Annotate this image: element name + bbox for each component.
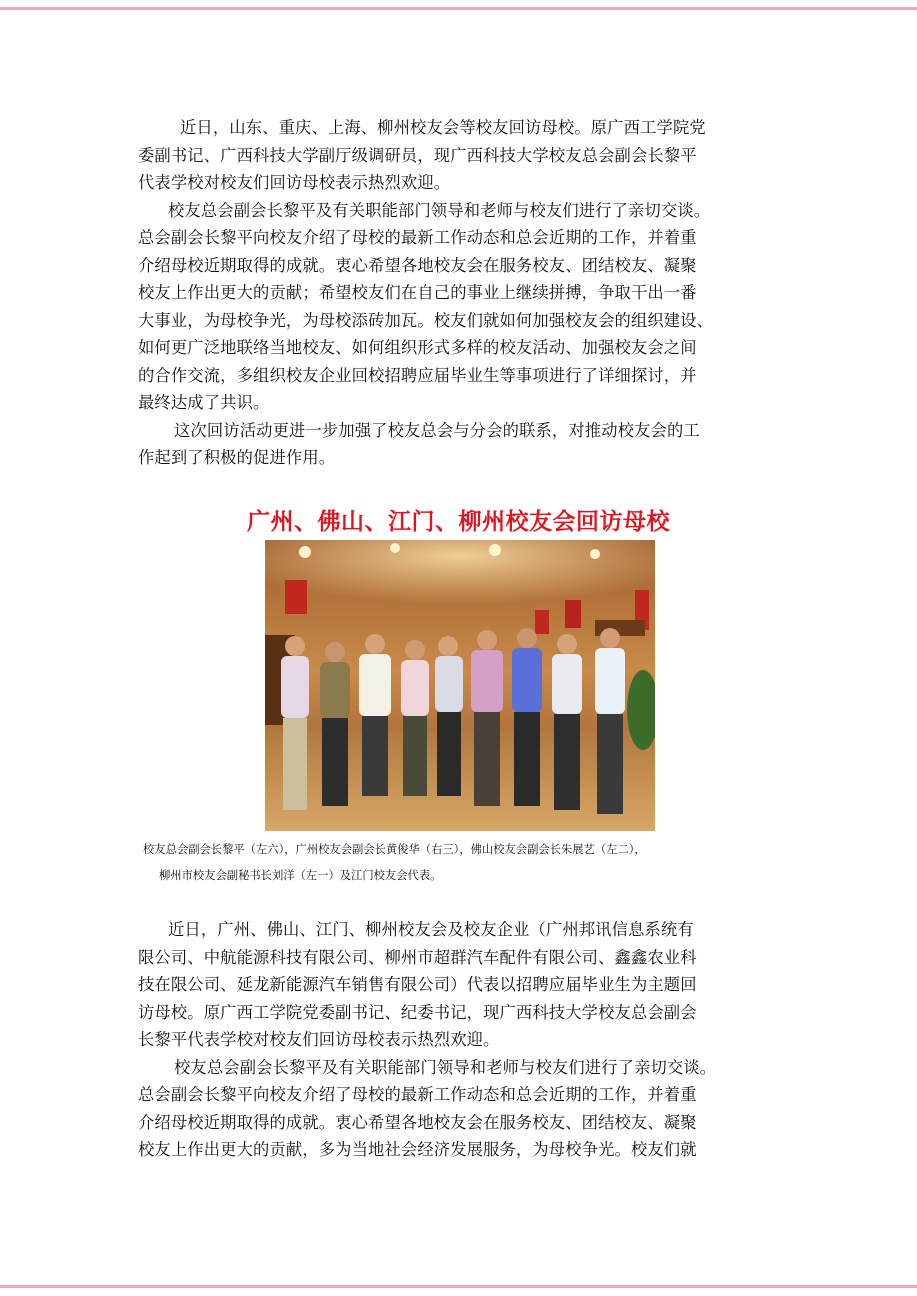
paragraph-line: 校友总会副会长黎平及有关职能部门领导和老师与校友们进行了亲切交谈。 <box>174 1057 717 1077</box>
paragraph-line: 近日，广州、佛山、江门、柳州校友会及校友企业（广州邦讯信息系统有 <box>168 920 694 939</box>
group-photo <box>265 540 655 831</box>
paragraph-line: 如何更广泛地联络当地校友、如何组织形式多样的校友活动、加强校友会之间 <box>138 338 697 357</box>
paragraph-line: 的合作交流，多组织校友企业回校招聘应届毕业生等事项进行了详细探讨，并 <box>138 365 697 385</box>
paragraph-line: 近日，山东、重庆、上海、柳州校友会等校友回访母校。原广西工学院党 <box>180 118 706 137</box>
paragraph-line: 访母校。原广西工学院党委副书记、纪委书记，现广西科技大学校友总会副会 <box>138 1002 697 1022</box>
article-section-1 <box>138 114 798 472</box>
section-title: 广州、佛山、江门、柳州校友会回访母校 <box>247 508 670 535</box>
paragraph-line: 最终达成了共识。 <box>138 393 270 412</box>
paragraph-line: 总会副会长黎平向校友介绍了母校的最新工作动态和总会近期的工作，并着重 <box>138 228 697 247</box>
paragraph-line: 校友上作出更大的贡献；希望校友们在自己的事业上继续拼搏，争取干出一番 <box>138 283 697 302</box>
paragraph-line: 介绍母校近期取得的成就。衷心希望各地校友会在服务校友、团结校友、凝聚 <box>138 1112 697 1132</box>
paragraph-line: 委副书记、广西科技大学副厅级调研员，现广西科技大学校友总会副会长黎平 <box>138 145 697 165</box>
photo-caption <box>143 837 823 889</box>
paragraph-line: 代表学校对校友们回访母校表示热烈欢迎。 <box>138 173 451 192</box>
paragraph-line: 校友总会副会长黎平及有关职能部门领导和老师与校友们进行了亲切交谈。 <box>168 200 711 220</box>
paragraph-line: 这次回访活动更进一步加强了校友总会与分会的联系，对推动校友会的工 <box>174 420 700 440</box>
paragraph-line: 技在限公司、延龙新能源汽车销售有限公司）代表以招聘应届毕业生为主题回 <box>138 975 697 994</box>
caption-line: 柳州市校友会副秘书长刘洋（左一）及江门校友会代表。 <box>159 869 442 882</box>
caption-line: 校友总会副会长黎平（左六），广州校友会副会长黄俊华（右三），佛山校友会副会长朱展艺（左二）， <box>143 843 646 856</box>
top-border-rule <box>0 7 917 10</box>
bottom-border-rule <box>0 1285 917 1288</box>
paragraph-line: 介绍母校近期取得的成就。衷心希望各地校友会在服务校友、团结校友、凝聚 <box>138 255 697 275</box>
paragraph-line: 作起到了积极的促进作用。 <box>138 448 336 467</box>
paragraph-line: 长黎平代表学校对校友们回访母校表示热烈欢迎。 <box>138 1030 500 1049</box>
paragraph-line: 限公司、中航能源科技有限公司、柳州市超群汽车配件有限公司、鑫鑫农业科 <box>138 947 697 967</box>
article-section-2 <box>138 916 798 1164</box>
paragraph-line: 大事业，为母校争光，为母校添砖加瓦。校友们就如何加强校友会的组织建设、 <box>138 310 714 330</box>
paragraph-line: 校友上作出更大的贡献，多为当地社会经济发展服务，为母校争光。校友们就 <box>138 1140 697 1159</box>
paragraph-line: 总会副会长黎平向校友介绍了母校的最新工作动态和总会近期的工作，并着重 <box>138 1085 697 1104</box>
